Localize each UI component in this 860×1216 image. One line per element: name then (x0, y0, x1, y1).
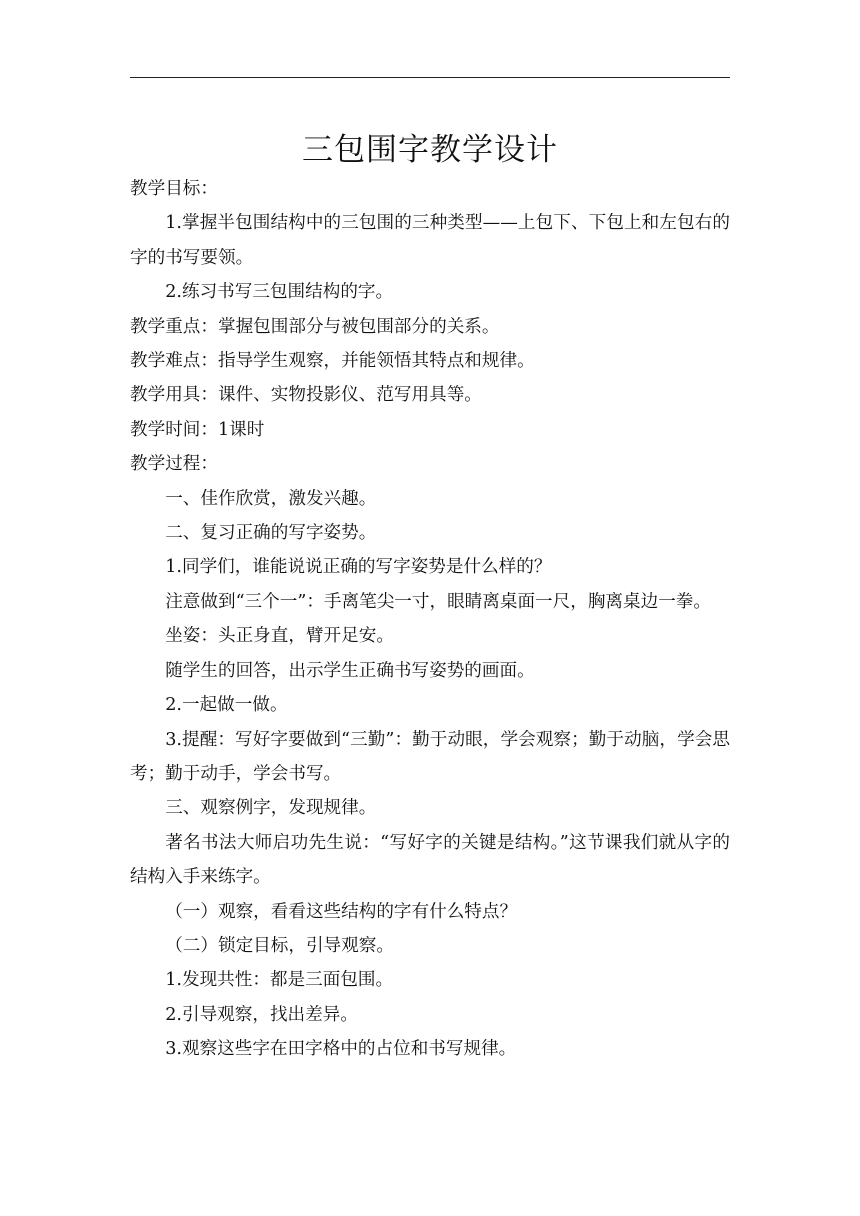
paragraph: 三、观察例字，发现规律。 (165, 798, 377, 819)
paragraph: 教学重点：掌握包围部分与被包围部分的关系。 (130, 316, 500, 337)
paragraph: 3.提醒：写好字要做到“三勤”：勤于动眼，学会观察；勤于动脑，学会思考；勤于动手，学会书写。 (130, 729, 730, 784)
paragraph: 1.同学们，谁能说说正确的写字姿势是什么样的？ (165, 557, 552, 578)
document-body (130, 172, 730, 1067)
paragraph: 坐姿：头正身直，臂开足安。 (165, 626, 394, 647)
paragraph: 著名书法大师启功先生说：“写好字的关键是结构。”这节课我们就从字的结构入手来练字。 (130, 832, 730, 888)
paragraph: 教学用具：课件、实物投影仪、范写用具等。 (130, 385, 482, 406)
paragraph: 注意做到“三个一”：手离笔尖一寸，眼睛离桌面一尺，胸离桌边一拳。 (165, 591, 711, 612)
paragraph: 2.引导观察，找出差异。 (165, 1004, 358, 1025)
document-title: 三包围字教学设计 (302, 132, 558, 168)
paragraph: 1.发现共性：都是三面包围。 (165, 970, 394, 991)
paragraph: （二）锁定目标，引导观察。 (165, 935, 394, 956)
paragraph: 3.观察这些字在田字格中的占位和书写规律。 (165, 1039, 517, 1060)
paragraph: 教学过程： (130, 454, 218, 475)
paragraph: （一）观察，看看这些结构的字有什么特点？ (165, 901, 518, 922)
paragraph: 2.练习书写三包围结构的字。 (165, 282, 394, 303)
paragraph: 1.掌握半包围结构中的三包围的三种类型——上包下、下包上和左包右的字的书写要领。 (130, 213, 730, 268)
paragraph: 教学时间：1课时 (130, 419, 265, 440)
paragraph: 一、佳作欣赏，激发兴趣。 (165, 488, 377, 509)
paragraph: 2.一起做一做。 (165, 695, 288, 716)
paragraph: 教学目标： (130, 179, 218, 199)
header-rule (130, 77, 730, 78)
paragraph: 二、复习正确的写字姿势。 (165, 523, 377, 544)
paragraph: 教学难点：指导学生观察，并能领悟其特点和规律。 (130, 351, 535, 372)
paragraph: 随学生的回答，出示学生正确书写姿势的画面。 (165, 660, 535, 681)
